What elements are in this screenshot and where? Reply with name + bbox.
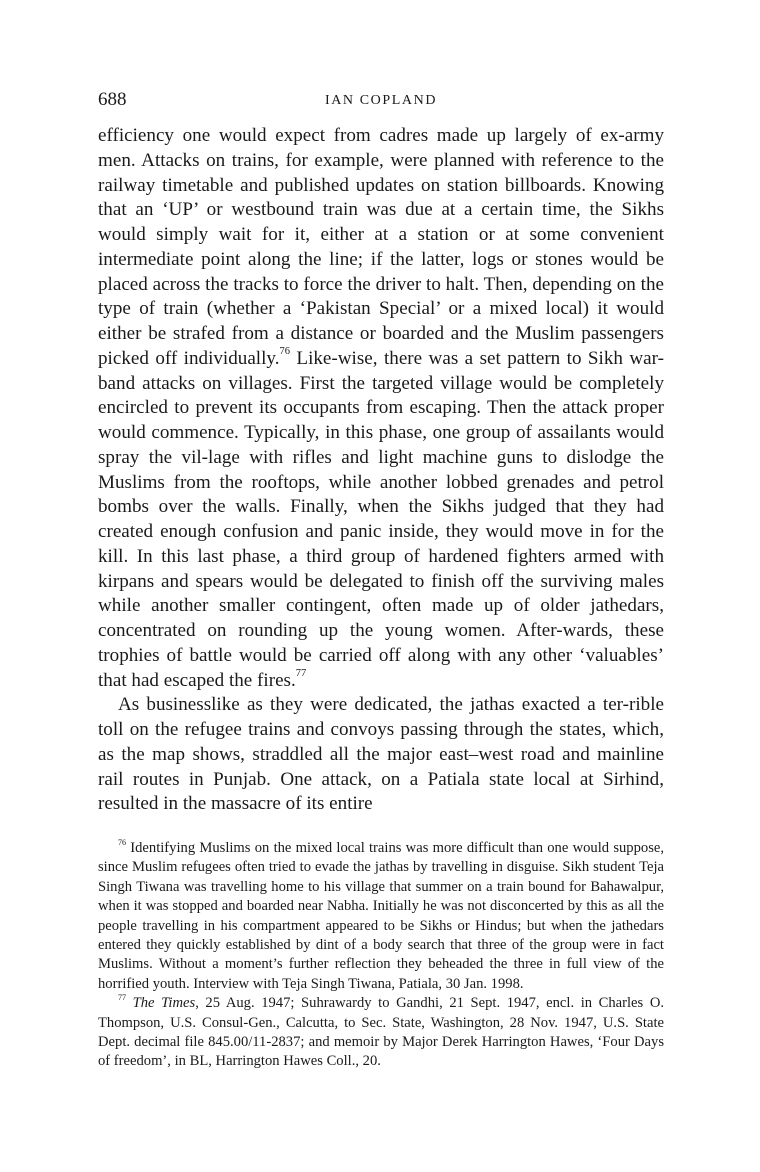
paragraph-1-text-b: Like-wise, there was a set pattern to Sikh war-band attacks on villages. First the targeted village would be completely encircled to prevent its occupants from escaping. Then the attack proper would commence. Typically, in this phase, one group of assailants would spray the vil-lage with rifles and light machine guns to dislodge the Muslims from the rooftops, while another lobbed grenades and petrol bombs over the walls. Finally, when the Sikhs judged that they had created enough confusion and panic inside, they would move in for the kill. In this last phase, a third group of hardened fighters armed with kirpans and spears would be delegated to finish off the surviving males while another smaller contingent, often made up of older jathedars, concentrated on rounding up the young women. After-wards, these trophies of battle would be carried off along with any other ‘valuables’ that had escaped the fires. (98, 347, 664, 691)
footnotes (98, 839, 664, 1072)
footnote-77-source-title: The Times (132, 995, 196, 1012)
book-page (98, 88, 664, 1072)
footnote-77-text: , 25 Aug. 1947; Suhrawardy to Gandhi, 21 Sept. 1947, encl. in Charles O. Thompson, U.S. Consul-Gen., Calcutta, to Sec. State, Washington, 28 Nov. 1947, U.S. State Dept. decimal file 845.00/11-2837; and memoir by Major Derek Harrington Hawes, ‘Four Days of freedom’, in BL, Harrington Hawes Coll., 20. (98, 995, 665, 1070)
paragraph-2: As businesslike as they were dedicated, the jathas exacted a ter-rible toll on the refugee trains and convoys passing through the states, which, as the map shows, straddled all the major east–west road and mainline rail routes in Punjab. One attack, on a Patiala state local at Sirhind, resulted in the massacre of its entire (98, 694, 664, 815)
footnote-76-number: 76 (118, 837, 127, 847)
running-head: IAN COPLAND (324, 93, 438, 108)
footnote-ref-76: 76 (279, 346, 290, 358)
page-header (98, 88, 664, 112)
footnote-77 (98, 994, 664, 1072)
paragraph-1-text-a: efficiency one would expect from cadres made up largely of ex-army men. Attacks on trains, for example, were planned with reference to the railway timetable and published updates on station billboards. Knowing that an ‘UP’ or westbound train was due at a certain time, the Sikhs would simply wait for it, either at a station or at some convenient intermediate point along the line; if the latter, logs or stones would be placed across the tracks to force the driver to halt. Then, depending on the type of train (whether a ‘Pakistan Special’ or a mixed local) it would either be strafed from a distance or boarded and the Muslim passengers picked off individually. (98, 125, 664, 369)
page-number: 688 (98, 89, 127, 110)
paragraph-1 (98, 124, 664, 693)
footnote-76 (98, 839, 664, 994)
footnote-77-number: 77 (118, 992, 127, 1002)
main-text (98, 124, 664, 817)
footnote-76-text: Identifying Muslims on the mixed local trains was more difficult than one would suppose, since Muslim refugees often tried to evade the jathas by travelling in disguise. Sikh student Teja Singh Tiwana was travelling home to his village that summer on a train bound for Bahawalpur, when it was stopped and boarded near Nabha. Initially he was not disconcerted by this as all the people travelling in his compartment appeared to be Sikhs or Hindus; but when the jathedars entered they quickly established by dint of a body search that three of the group were in fact Muslims. Without a moment’s further reflection they beheaded the three in full view of the horrified youth. Interview with Teja Singh Tiwana, Patiala, 30 Jan. 1998. (98, 840, 664, 992)
footnote-ref-77: 77 (295, 668, 307, 680)
